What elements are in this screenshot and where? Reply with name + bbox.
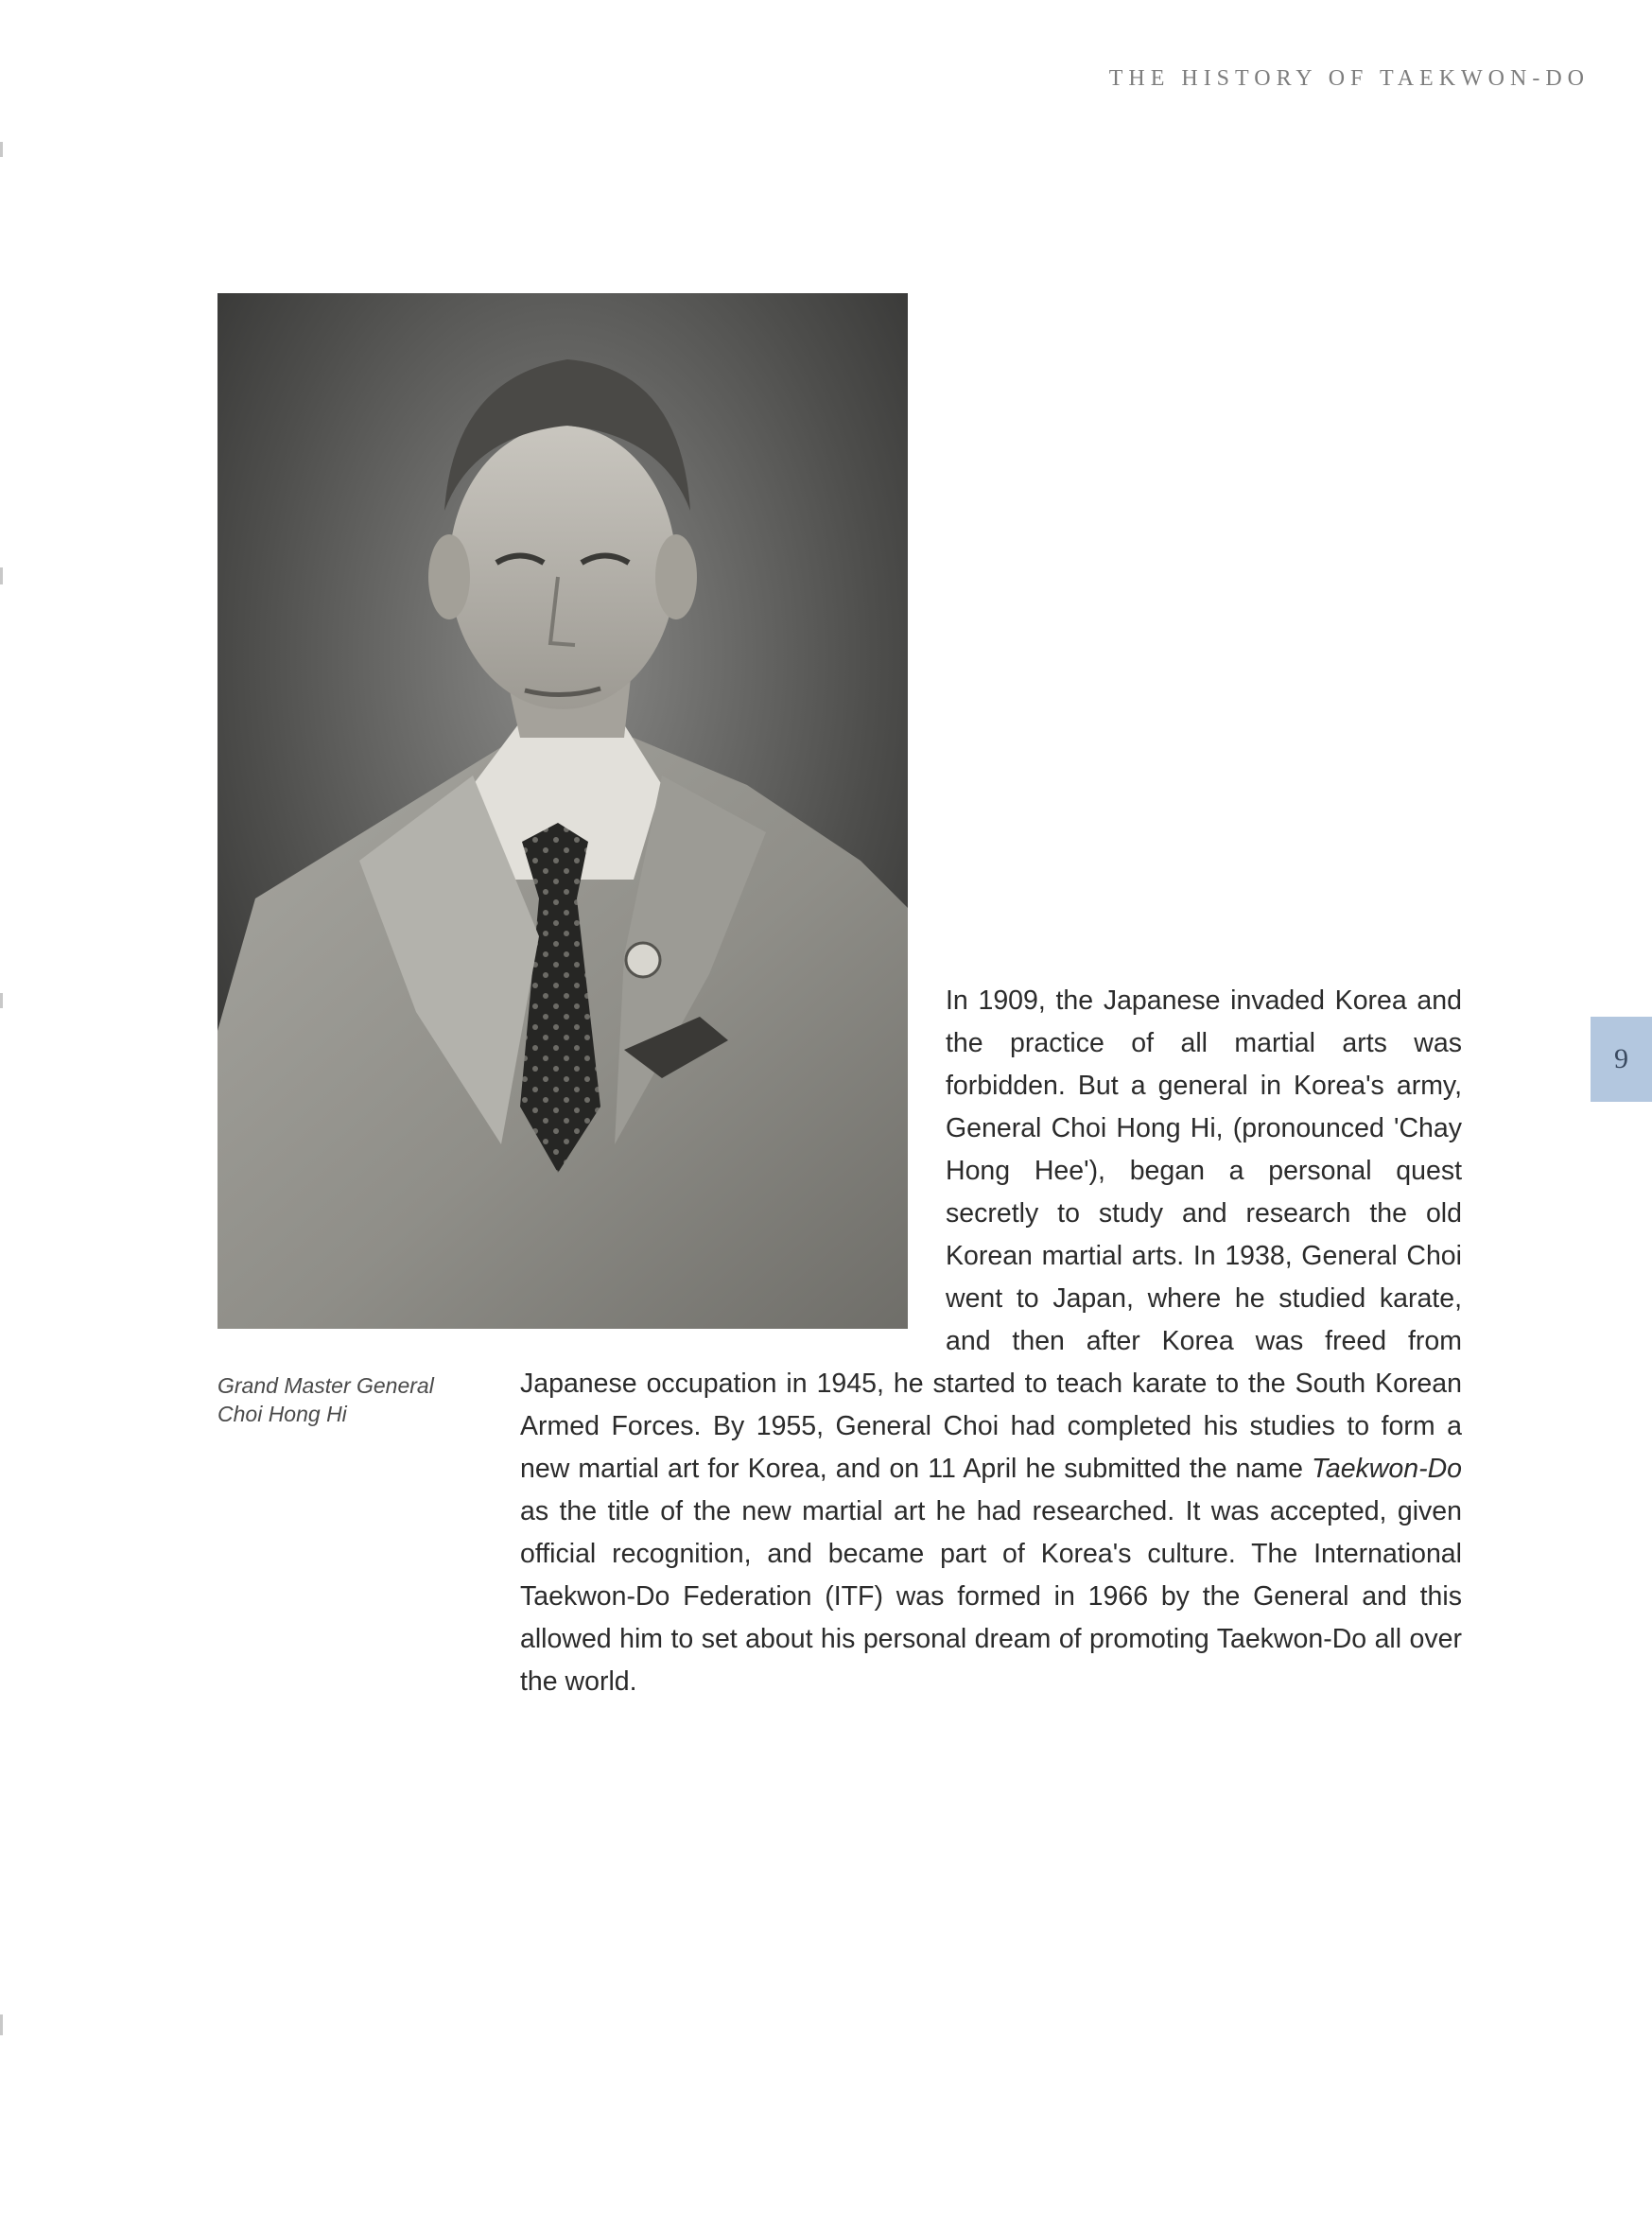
- body-segment-1: In 1909, the Japanese invaded Korea and the practice of all martial arts was forbidden. But a general in Korea's army, General Choi Hong Hi, (pronounced 'Chay Hong Hee'), began a personal quest secretly to study and research the old Korean martial arts. In 1938, General Choi went to Japan, where he studied karate, and then after Korea was freed from Japanese occupation in 1945, he started to teach karate to the South Korean Armed Forces. By 1955, General Choi had completed his studies to form a new martial art for Korea, and on 11 April he submitted the name: [520, 985, 1462, 1484]
- body-text: [520, 980, 1462, 1703]
- scan-edge-mark: [0, 567, 3, 584]
- caption-line-2: Choi Hong Hi: [217, 1402, 347, 1426]
- caption-line-1: Grand Master General: [217, 1373, 434, 1398]
- body-term-taekwondo: Taekwon-Do: [1312, 1454, 1462, 1484]
- photo-wrap-spacer: [520, 980, 946, 1334]
- scan-edge-mark: [0, 993, 3, 1008]
- photo-caption: [217, 1371, 473, 1428]
- page-number: 9: [1614, 1043, 1628, 1074]
- scan-edge-mark: [0, 2014, 3, 2035]
- body-segment-2: as the title of the new martial art he had researched. It was accepted, given official recognition, and became part of Korea's culture. The International Taekwon-Do Federation (ITF) was formed in 1966 by the General and this allowed him to set about his personal dream of promoting Taekwon-Do all over the world.: [520, 1496, 1462, 1697]
- scan-edge-mark: [0, 142, 3, 157]
- running-head: THE HISTORY OF TAEKWON-DO: [1108, 66, 1590, 91]
- page-number-tab: [1591, 1017, 1652, 1102]
